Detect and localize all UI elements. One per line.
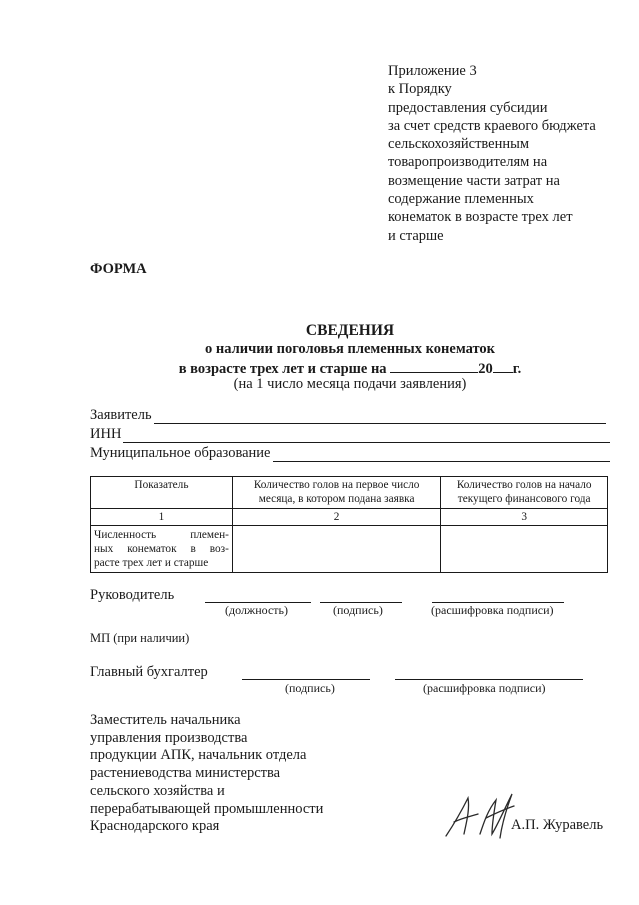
date-year: 20 bbox=[478, 361, 493, 377]
applicant-input-line[interactable] bbox=[154, 409, 606, 424]
indicator-word: конематок bbox=[127, 543, 177, 555]
livestock-table bbox=[90, 476, 608, 573]
appendix-block bbox=[388, 62, 596, 245]
stamp-label: МП (при наличии) bbox=[90, 631, 190, 645]
accountant-signature-line[interactable] bbox=[242, 678, 370, 680]
accountant-decoding-line[interactable] bbox=[395, 678, 583, 680]
year-blank[interactable] bbox=[493, 358, 513, 373]
value-cell-month[interactable] bbox=[232, 526, 440, 573]
date-line-prefix: в возрасте трех лет и старше на bbox=[178, 361, 391, 377]
table-number-cell: 1 bbox=[91, 509, 233, 526]
value-cell-year[interactable] bbox=[441, 526, 608, 573]
indicator-word: в bbox=[190, 543, 196, 555]
signatory-line: управления производства bbox=[90, 729, 248, 746]
date-suffix: г. bbox=[512, 361, 522, 377]
indicator-word: Численность bbox=[94, 529, 157, 541]
table-row bbox=[91, 526, 608, 573]
decoding-caption: (расшифровка подписи) bbox=[431, 603, 554, 617]
table-number-row bbox=[91, 509, 608, 526]
signatory-line: продукции АПК, начальник отдела bbox=[90, 747, 307, 764]
accountant-decoding-caption: (расшифровка подписи) bbox=[423, 681, 546, 695]
signature-caption: (подпись) bbox=[333, 603, 383, 617]
applicant-field bbox=[90, 406, 606, 424]
appendix-line: товаропроизводителям на bbox=[388, 154, 548, 171]
indicator-line: расте трех лет и старше bbox=[94, 557, 209, 569]
appendix-line: предоставления субсидии bbox=[388, 99, 548, 116]
signatory-block bbox=[90, 712, 323, 836]
applicant-label: Заявитель bbox=[90, 407, 152, 423]
position-caption: (должность) bbox=[225, 603, 288, 617]
date-blank[interactable] bbox=[390, 358, 478, 373]
table-number-cell: 3 bbox=[441, 509, 608, 526]
document-note: (на 1 число месяца подачи заявления) bbox=[233, 376, 467, 392]
signatory-line: сельского хозяйства и bbox=[90, 782, 225, 799]
table-header-row bbox=[91, 477, 608, 509]
signatory-line: Краснодарского края bbox=[90, 818, 220, 835]
table-number-cell: 2 bbox=[232, 509, 440, 526]
appendix-line: Приложение 3 bbox=[388, 63, 477, 79]
municipality-input-line[interactable] bbox=[273, 447, 611, 462]
accountant-signature-caption: (подпись) bbox=[285, 681, 335, 695]
inn-input-line[interactable] bbox=[123, 428, 610, 443]
appendix-line: содержание племенных bbox=[388, 191, 534, 208]
municipality-label: Муниципальное образование bbox=[90, 445, 271, 461]
indicator-line bbox=[94, 542, 229, 556]
handwritten-signature bbox=[440, 788, 524, 844]
table-header-cell: Количество голов на первое число месяца, в котором подана заявка bbox=[232, 477, 440, 509]
table-header-cell: Количество голов на начало текущего финансового года bbox=[441, 477, 608, 509]
signatory-name: А.П. Журавель bbox=[511, 817, 604, 833]
signatory-line: перерабатывающей промышленности bbox=[90, 800, 324, 817]
indicator-line bbox=[94, 528, 229, 542]
signatory-line: Заместитель начальника bbox=[90, 712, 241, 728]
appendix-line: за счет средств краевого бюджета bbox=[388, 117, 596, 134]
document-date-line bbox=[0, 358, 639, 378]
inn-label: ИНН bbox=[90, 426, 122, 442]
indicator-word: воз- bbox=[209, 543, 229, 555]
accountant-label: Главный бухгалтер bbox=[90, 664, 208, 680]
indicator-cell bbox=[91, 526, 233, 573]
document-title: СВЕДЕНИЯ bbox=[305, 322, 395, 339]
indicator-word: ных bbox=[94, 543, 114, 555]
appendix-line: возмещение части затрат на bbox=[388, 172, 560, 189]
appendix-line: сельскохозяйственным bbox=[388, 136, 530, 153]
form-label: ФОРМА bbox=[90, 261, 147, 277]
appendix-line: и старше bbox=[388, 227, 444, 244]
appendix-line: к Порядку bbox=[388, 81, 452, 98]
appendix-line: конематок в возрасте трех лет bbox=[388, 209, 573, 226]
signatory-line: растениеводства министерства bbox=[90, 765, 281, 782]
table-header-cell: Показатель bbox=[91, 477, 233, 509]
head-label: Руководитель bbox=[90, 587, 175, 603]
indicator-word: племен- bbox=[190, 529, 229, 541]
inn-field bbox=[90, 425, 610, 443]
municipality-field bbox=[90, 444, 610, 462]
document-subtitle: о наличии поголовья племенных конематок bbox=[204, 341, 496, 357]
